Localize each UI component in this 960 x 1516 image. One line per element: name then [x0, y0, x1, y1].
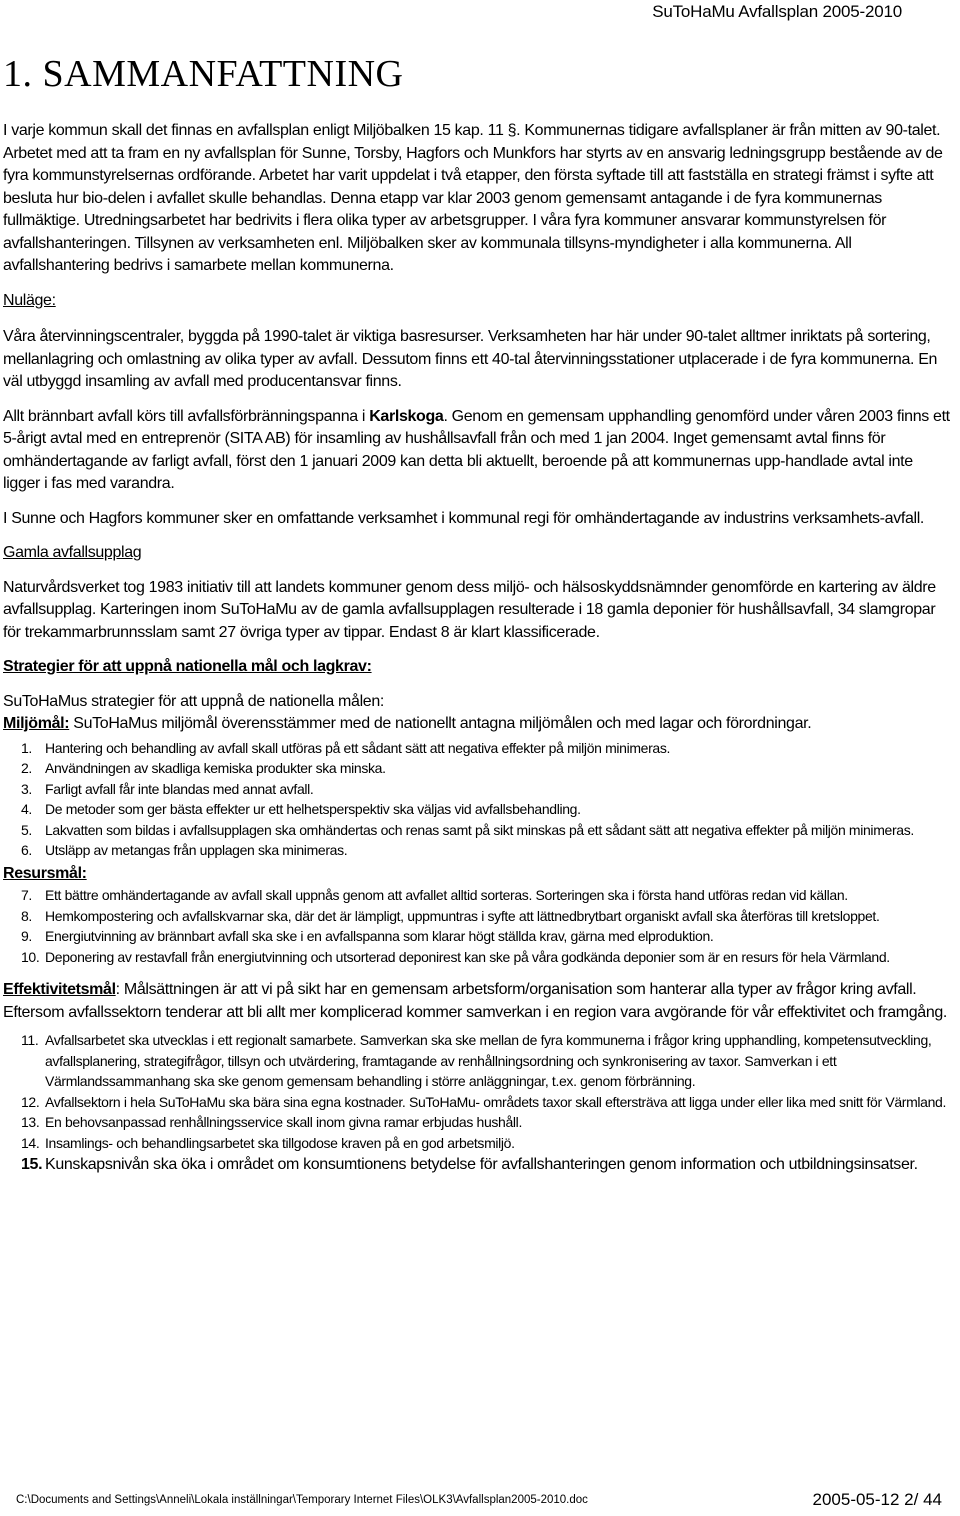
list-item: [3, 799, 953, 820]
list-number: 12.: [21, 1093, 40, 1110]
list-item: [3, 779, 953, 800]
list-item: [3, 947, 953, 968]
list-number: 14.: [21, 1134, 40, 1151]
list-item: [3, 1092, 953, 1113]
gamla-paragraph: Naturvårdsverket tog 1983 initiativ till att landets kommuner genom dess miljö- och hälsoskyddsnämnder genomförde en kartering av äldre avfallsupplag. Karteringen inom SuToHaMu av de gamla avfallsupplagen resulterade i 18 gamla deponier för hushållsavfall, 34 slamgropar för trekammarbrunnsslam samt 27 övriga typer av tippar. Endast 8 är klart klassificerade.: [3, 578, 936, 641]
list-number: 7.: [21, 887, 32, 903]
effektivitet-paragraph: [3, 979, 953, 1024]
nulage-paragraph-2: [3, 406, 953, 496]
nulage-p2-after: . Genom en gemensam upphandling genomförd under våren 2003 finns ett 5-årigt avtal med en entreprenör (SITA AB) för insamling av hushållsavfall från och med 1 jan 2004. Inget gemensamt avtal finns för omhändertagande av farligt avfall, först den 1 januari 2009 kan detta bli aktuellt, beroende på att kommunernas upp-handlade avtal inte ligger i fas med varandra.: [3, 407, 950, 492]
list-item-text: Avfallsektorn i hela SuToHaMu ska bära sina egna kostnader. SuToHaMu- områdets taxor skall eftersträva att ligga under eller lika med snitt för Värmland.: [45, 1093, 946, 1110]
resursmal-list: [3, 885, 953, 967]
list-item-text: Lakvatten som bildas i avfallsupplagen ska omhändertas och renas samt på sikt minskas på ett sådant sätt att negativa effekter på miljön minimeras.: [45, 821, 914, 838]
list-item-text: Ett bättre omhändertagande av avfall skall uppnås genom att avfallet alltid sorteras. Sorteringen ska i första hand utföras redan vid källan.: [45, 887, 848, 903]
list-number: 4.: [21, 801, 32, 817]
nulage-heading-line: [3, 290, 953, 313]
list-item: [3, 1153, 953, 1176]
list-item-text: Hemkompostering och avfallskvarnar ska, där det är lämpligt, uppmuntras i syfte att lättnedbrytbart organiskt avfall ska återföras till kretsloppet.: [45, 907, 880, 924]
list-item: [3, 1133, 953, 1154]
list-item-text: Farligt avfall får inte blandas med annat avfall.: [45, 780, 314, 797]
resursmal-label: Resursmål:: [3, 864, 87, 882]
nulage-p2-before: Allt brännbart avfall körs till avfallsförbränningspanna i: [3, 407, 370, 425]
list-item-text: En behovsanpassad renhållningsservice skall inom givna ramar erbjudas hushåll.: [45, 1114, 522, 1130]
running-header: SuToHaMu Avfallsplan 2005-2010: [652, 2, 902, 21]
page-title: 1. SAMMANFATTNING: [3, 53, 404, 95]
list-item: [3, 1030, 953, 1092]
list-item: [3, 758, 953, 779]
list-item-text: Avfallsarbetet ska utvecklas i ett regionalt samarbete. Samverkan ska ske mellan de fyra kommunerna i frågor kring upphandling, kompetensutveckling, avfallsplanering, strategifrågor, tillsyn och utvärdering, framtagande av renhållningsordning och synkronisering av taxor. Samverkan i ett Värmlandssammanhang ska ske genom gemensam behandling i större anläggningar, t.ex. genom förbränning.: [45, 1032, 932, 1089]
intro-sentence-1: I varje kommun skall det finnas en avfallsplan enligt Miljöbalken 15 kap. 11 §. Kommunernas tidigare avfallsplaner är från mitten av 90-talet. Arbetet med att ta fram en ny avfallsplan för Sunne, Torsby, Hagfors och Munkfors har styrts av en ansvarig ledningsgrupp bestående av de fyra kommunstyrelsernas ordförande.: [3, 122, 943, 184]
effektivitet-list: [3, 1030, 953, 1176]
footer-file-path: C:\Documents and Settings\Anneli\Lokala inställningar\Temporary Internet Files\OLK3\Avfallsplan2005-2010.doc: [16, 1494, 588, 1506]
miljomal-list: [3, 738, 953, 861]
list-number: 8.: [21, 907, 32, 924]
list-number: 15.: [21, 1156, 43, 1173]
list-item-text: Hantering och behandling av avfall skall utföras på ett sådant sätt att negativa effekter på miljön minimeras.: [45, 739, 671, 756]
nulage-paragraph-3: I Sunne och Hagfors kommuner sker en omfattande verksamhet i kommunal regi för omhändertagande av industrins verksamhets-avfall.: [3, 509, 924, 527]
list-item: [3, 1112, 953, 1133]
list-number: 9.: [21, 928, 32, 944]
list-item: [3, 926, 953, 947]
list-item-text: Användningen av skadliga kemiska produkter ska minska.: [45, 760, 386, 776]
list-item: [3, 906, 953, 927]
list-number: 13.: [21, 1114, 40, 1130]
miljomal-line: [3, 713, 953, 736]
nulage-heading: Nuläge:: [3, 291, 56, 309]
intro-paragraph: [3, 120, 953, 278]
list-item-text: De metoder som ger bästa effekter ur ett helhetsperspektiv ska väljas vid avfallsbehandling.: [45, 801, 581, 817]
nulage-paragraph-1: Våra återvinningscentraler, byggda på 1990-talet är viktiga basresurser. Verksamheten har här under 90-talet alltmer inriktats på sortering, mellanlagring och omlastning av olika typer av avfall. Dessutom finns ett 40-tal återvinningsstationer utplacerade i de fyra kommunerna. En väl utbyggd insamling av avfall med producentansvar finns.: [3, 328, 938, 390]
miljomal-text: SuToHaMus miljömål överensstämmer med de nationellt antagna miljömålen och med lagar och förordningar.: [69, 715, 812, 732]
list-item: [3, 840, 953, 861]
resursmal-line: [3, 863, 953, 886]
strategier-heading-line: [3, 656, 953, 679]
effektivitet-text: : Målsättningen är att vi på sikt har en gemensam arbetsform/organisation som hanterar alla typer av frågor kring avfall. Eftersom avfallssektorn tenderar att bli allt mer komplicerad kommer samverkan i en region vara avgörande för vår effektivitet och framgång.: [3, 981, 948, 1021]
karlskoga-bold: Karlskoga: [369, 407, 444, 425]
list-number: 5.: [21, 821, 32, 838]
list-item-text: Insamlings- och behandlingsarbetet ska tillgodose kraven på en god arbetsmiljö.: [45, 1134, 515, 1151]
list-number: 11.: [21, 1032, 39, 1048]
list-number: 1.: [21, 739, 32, 756]
list-number: 6.: [21, 842, 32, 858]
list-item-text: Deponering av restavfall från energiutvinning och utsorterad deponirest kan ske på våra godkända deponier som är en resurs för hela Värmland.: [45, 948, 890, 965]
list-item: [3, 885, 953, 906]
list-number: 2.: [21, 760, 32, 776]
list-item: [3, 820, 953, 841]
effektivitet-label: Effektivitetsmål: [3, 981, 116, 998]
list-item-text: Energiutvinning av brännbart avfall ska ske i en avfallspanna som klarar högt ställda krav, gärna med elproduktion.: [45, 928, 714, 944]
list-item-text: Utsläpp av metangas från upplagen ska minimeras.: [45, 842, 348, 858]
strategier-intro: SuToHaMus strategier för att uppnå de nationella målen:: [3, 692, 384, 710]
gamla-heading: Gamla avfallsupplag: [3, 544, 142, 561]
list-number: 3.: [21, 780, 32, 797]
footer-date-page: 2005-05-12 2/ 44: [812, 1490, 942, 1509]
list-item-text: Kunskapsnivån ska öka i området om konsumtionens betydelse för avfallshanteringen genom information och utbildningsinsatser.: [45, 1156, 918, 1173]
list-item: [3, 738, 953, 759]
list-number: 10.: [21, 948, 40, 965]
miljomal-label: Miljömål:: [3, 715, 70, 732]
intro-sentence-2: Arbetet har varit uppdelat i två etapper, den första syftade till att fastställa en strategi främst i syfte att besluta hur bio-delen i avfallet skulle behandlas. Denna etapp var klar 2003 genom gemensamt antagande i de fyra kommunernas fullmäktige. Utredningsarbetet har bedrivits i flera olika typer av arbetsgrupper. I våra fyra kommuner ansvarar kommunstyrelsen för avfallshanteringen. Tillsynen av verksamheten enl. Miljöbalken sker av kommunala tillsyns-myndigheter i alla kommunerna. All avfallshantering bedrivs i samarbete mellan kommunerna.: [3, 167, 934, 274]
gamla-heading-line: [3, 542, 953, 565]
strategier-heading: Strategier för att uppnå nationella mål och lagkrav:: [3, 658, 372, 675]
document-body: [3, 120, 953, 1176]
